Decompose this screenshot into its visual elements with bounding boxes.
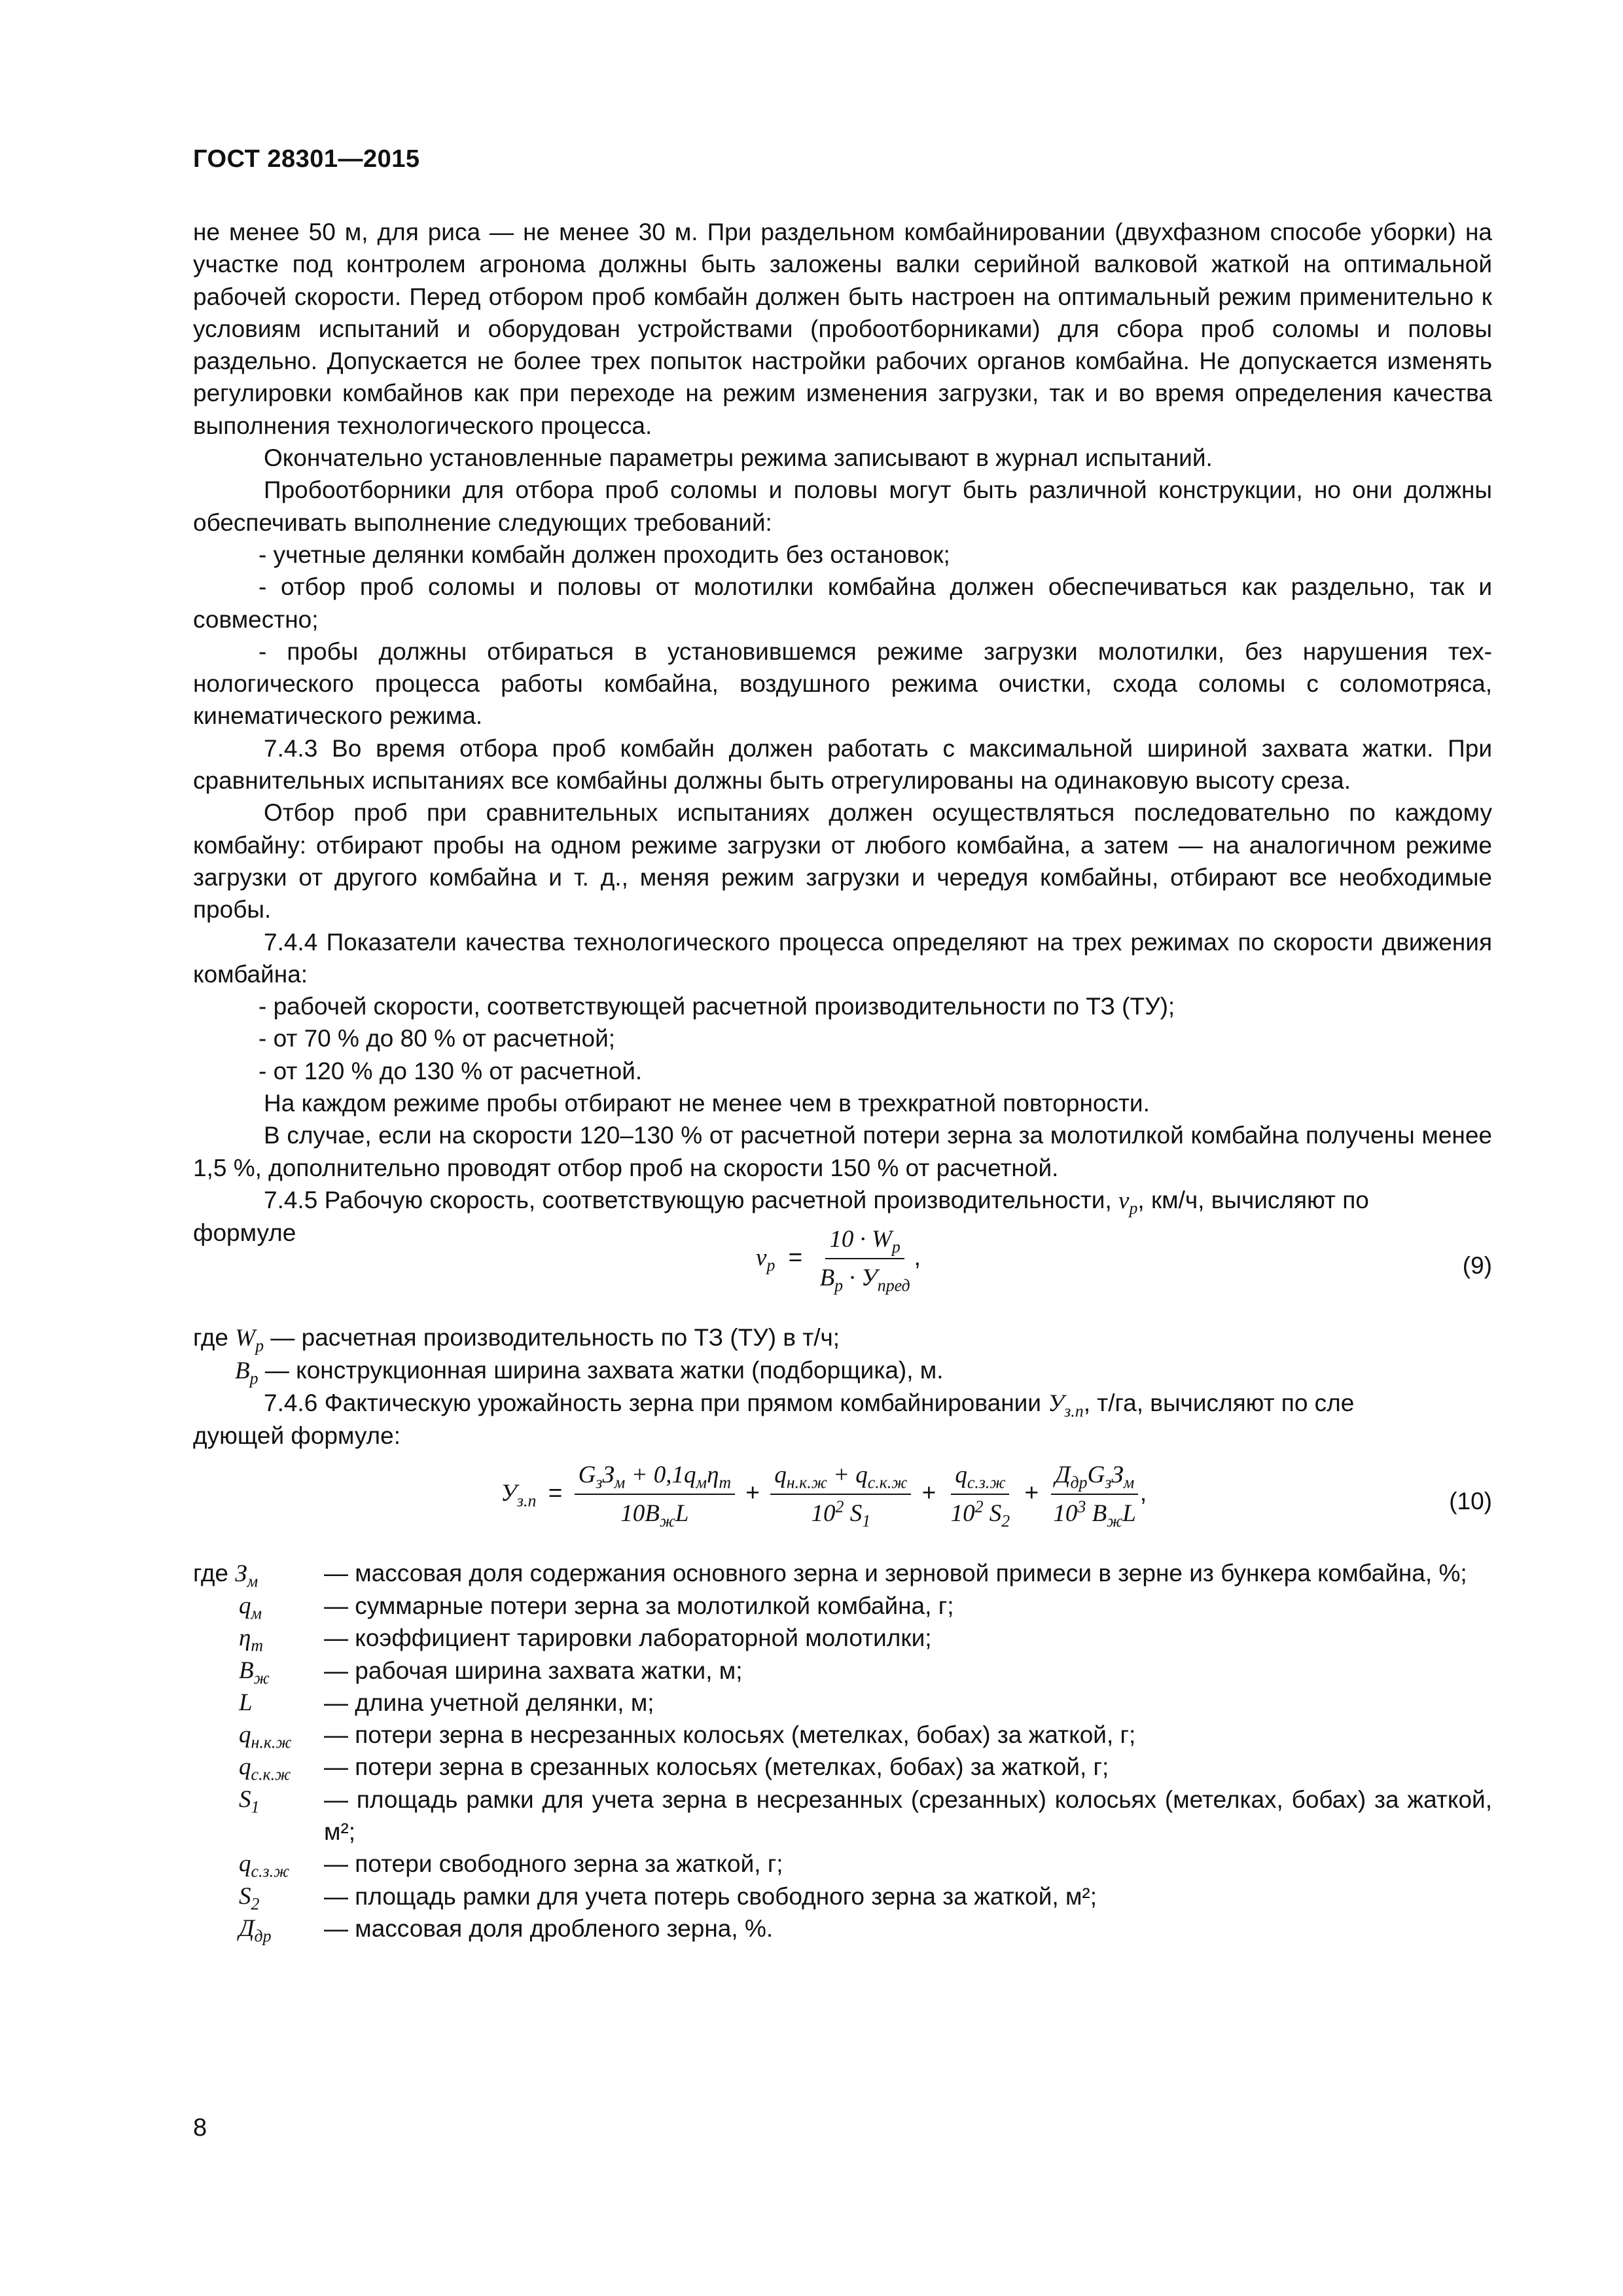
legend-definition: — рабочая ширина захвата жатки, м; <box>324 1657 743 1684</box>
where-line: где $W_р$ — расчетная производительность по ТЗ (ТУ) в т/ч; <box>193 1323 840 1355</box>
list-item: - рабочей скорости, соответствующей расчетной производительности по ТЗ (ТУ); <box>259 993 1175 1020</box>
document-header: ГОСТ 28301—2015 <box>193 145 420 173</box>
text-run: , т/га, вычисляют по сле <box>1083 1390 1355 1417</box>
fraction-denominator: $10^2$ $S_2$ <box>950 1497 1010 1531</box>
legend-definition: — массовая доля содержания основного зерна и зерновой примеси в зерне из бункера комбайна, %; <box>324 1559 1467 1587</box>
list-item: - от 120 % до 130 % от расчетной. <box>259 1057 643 1085</box>
fraction-numerator: $Д_{др}G_зЗ_м$ <box>1051 1459 1138 1495</box>
legend-definition: — потери зерна в несрезанных колосьях (метелках, бобах) за жаткой, г; <box>324 1721 1136 1749</box>
legend-definition: — площадь рамки для учета зерна в несрезанных (срезанных) колосьях (метелках, бобах) за жаткой, м²; <box>324 1785 1492 1846</box>
formula-lhs: $У_{з.п}$ <box>501 1479 537 1511</box>
legend-symbol: $q_{с.к.ж}$ <box>239 1753 291 1784</box>
document-body <box>193 216 1492 1945</box>
formula-10 <box>193 1459 1492 1557</box>
fraction-numerator: $10 \cdot W_р$ <box>825 1223 904 1259</box>
formula-10-body: $У_{з.п}$ = $\frac{G_зЗ_м + 0,1q_м\eta_т}{10B_жL}$ + $\frac{q_{н.к.ж} + q_{с.к.ж}}{10^2 S_1}$ + $\frac{q_{с.з.ж}}{10^2 S_2}$ + $\frac{Д_{др}G_зЗ_м}{10^3 B_жL}$ , <box>501 1459 1147 1530</box>
formula-fraction <box>575 1459 736 1530</box>
math-symbol: $У_{з.п}$ <box>1048 1390 1084 1421</box>
page-number: 8 <box>193 2114 207 2142</box>
legend-definition: — массовая доля дробленого зерна, %. <box>324 1914 774 1942</box>
legend-symbol: $q_{н.к.ж}$ <box>239 1721 292 1752</box>
fraction-denominator: $10B_жL$ <box>620 1499 689 1531</box>
legend-symbol: $B_ж$ <box>239 1657 270 1687</box>
legend-definition: — потери зерна в срезанных колосьях (метелках, бобах) за жаткой, г; <box>324 1753 1109 1781</box>
legend-symbol: $S_2$ <box>239 1882 260 1914</box>
fraction-denominator: $B_р \cdot У_{пред}$ <box>819 1264 910 1295</box>
legend-symbol: $q_{с.з.ж}$ <box>239 1850 290 1881</box>
text-run: 7.4.6 Фактическую урожайность зерна при прямом комбайнировании <box>264 1390 1041 1417</box>
fraction-numerator: $q_{с.з.ж}$ <box>951 1459 1009 1495</box>
paragraph: Окончательно установленные параметры режима записывают в журнал испытаний. <box>264 444 1213 472</box>
legend-symbol: $\eta_т$ <box>239 1624 264 1655</box>
list-item: - пробы должны отбираться в установившемся режиме загрузки молотилки, без нарушения технологического процесса работы комбайна, воздушного режима очистки, схода соломы с соломотряса, кинематического режима. <box>193 637 1492 730</box>
paragraph <box>193 1184 1492 1217</box>
paragraph: не менее 50 м, для риса — не менее 30 м. При раздельном комбайнировании (двухфазном способе уборки) на участке под контролем агронома должны быть заложены валки серийной валковой жаткой на оптимальной рабочей скорости. Перед отбором проб комбайн должен быть настроен на оптимальный режим применительно к условиям испытаний и оборудован устройствами (пробоотборниками) для сбора проб соломы и половы раздельно. Допускается не более трех попыток настройки рабочих органов комбайна. Не допускается изменять регулировки комбайнов как при переходе на режим изменения загрузки, так и во время определения качества выполнения технологического процесса. <box>193 219 1492 439</box>
formula-fraction <box>816 1223 914 1295</box>
legend-symbol: $Д_{др}$ <box>239 1914 272 1946</box>
formula-fraction <box>947 1459 1014 1530</box>
fraction-denominator: $10^2$ $S_1$ <box>811 1497 871 1531</box>
fraction-denominator: $10^3$ $B_жL$ <box>1053 1497 1136 1531</box>
math-symbol: $v_р$ <box>1118 1187 1138 1218</box>
paragraph: В случае, если на скорости 120–130 % от расчетной потери зерна за молотилкой комбайна получены менее 1,5 %, дополнительно проводят отбор проб на скорости 150 % от расчетной. <box>193 1122 1492 1181</box>
formula-fraction <box>1049 1459 1139 1530</box>
formula-legend <box>193 1557 1492 1945</box>
legend-definition: — суммарные потери зерна за молотилкой комбайна, г; <box>324 1592 954 1619</box>
paragraph: 7.4.3 Во время отбора проб комбайн должен работать с максимальной шириной захвата жатки. При сравнительных испытаниях все комбайны должны быть отрегулированы на одинаковую высоту среза. <box>193 734 1492 795</box>
list-item: - учетные делянки комбайн должен проходить без остановок; <box>259 541 950 568</box>
list-item: - от 70 % до 80 % от расчетной; <box>259 1025 616 1052</box>
legend-symbol: $q_м$ <box>239 1592 262 1623</box>
legend-definition: — коэффициент тарировки лабораторной молотилки; <box>324 1624 932 1652</box>
paragraph: дующей формуле: <box>193 1422 401 1450</box>
paragraph <box>193 1387 1492 1420</box>
paragraph: формуле <box>193 1219 296 1247</box>
paragraph: Пробоотборники для отбора проб соломы и половы могут быть различной конструкции, но они должны обеспечивать выполнение следующих требований: <box>193 476 1492 536</box>
legend-definition: — длина учетной делянки, м; <box>324 1689 654 1716</box>
equation-number: (9) <box>1462 1251 1492 1279</box>
fraction-numerator: $q_{н.к.ж} + q_{с.к.ж}$ <box>770 1459 911 1495</box>
legend-definition: — потери свободного зерна за жаткой, г; <box>324 1850 783 1878</box>
formula-fraction <box>770 1459 911 1530</box>
formula-9 <box>193 1223 1492 1321</box>
text-run: 7.4.5 Рабочую скорость, соответствующую расчетной производительности, <box>264 1186 1112 1213</box>
legend-symbol: L <box>239 1689 253 1716</box>
equation-number: (10) <box>1449 1487 1492 1515</box>
formula-lhs: $v_р$ <box>756 1244 776 1274</box>
paragraph: Отбор проб при сравнительных испытаниях должен осуществляться последовательно по каждому комбайну: отбирают пробы на одном режиме загрузки от любого комбайна, а затем — на аналогичном режиме загрузки от другого комбайна и т. д., меняя режим загрузки и чередуя комбайны, отбирают все необходимые пробы. <box>193 799 1492 924</box>
formula-9-body: $v_р$ = $\frac{10 \cdot W_р}{B_р \cdot У_{пред}}$ , <box>756 1223 921 1295</box>
legend-symbol: $S_1$ <box>239 1785 260 1817</box>
text-run: , км/ч, вычисляют по <box>1137 1186 1369 1213</box>
paragraph: На каждом режиме пробы отбирают не менее чем в трехкратной повторности. <box>264 1090 1150 1117</box>
list-item: - отбор проб соломы и половы от молотилки комбайна должен обеспечиваться как раздельно, так и совместно; <box>193 573 1492 633</box>
where-line: $B_р$ — конструкционная ширина захвата жатки (подборщика), м. <box>235 1356 944 1388</box>
legend-definition: — площадь рамки для учета потерь свободного зерна за жаткой, м²; <box>324 1882 1097 1910</box>
legend-symbol: где $З_м$ <box>193 1559 259 1591</box>
paragraph: 7.4.4 Показатели качества технологического процесса определяют на трех режимах по скорости движения комбайна: <box>193 928 1492 988</box>
fraction-numerator: $G_зЗ_м + 0,1q_м\eta_т$ <box>575 1459 736 1495</box>
